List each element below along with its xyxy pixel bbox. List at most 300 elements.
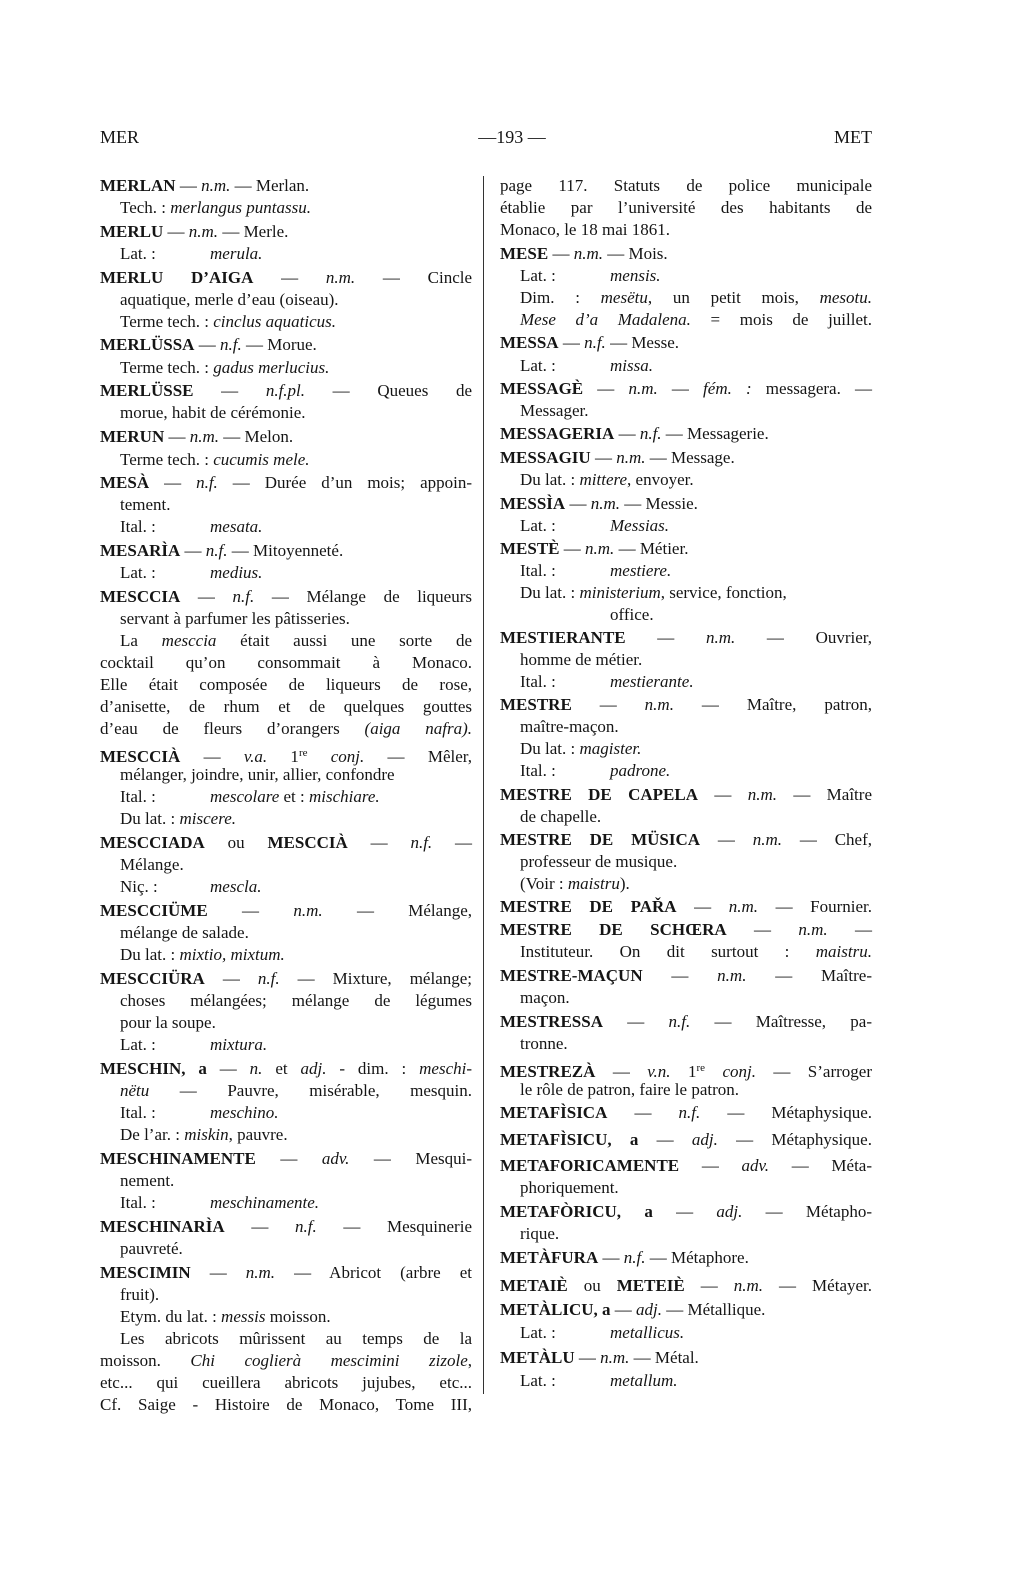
text-run: mensis.	[610, 266, 661, 285]
text-line	[500, 897, 872, 917]
text-run: —	[164, 427, 190, 446]
text-run: n.f.	[219, 335, 242, 354]
text-line	[520, 1080, 739, 1100]
text-run: n.m.	[325, 268, 356, 287]
text-line	[100, 335, 317, 355]
text-run: — Mixture, mélange;	[279, 969, 473, 988]
text-line	[520, 874, 630, 894]
text-run: n.	[249, 1059, 263, 1078]
text-line	[520, 942, 872, 962]
text-run: —	[638, 1130, 692, 1149]
headword: MESCCIÀ	[100, 747, 181, 766]
text-line	[120, 1329, 472, 1349]
text-run: — Morue.	[241, 335, 317, 354]
text-run: Lat. :	[520, 1323, 556, 1342]
headword: MESCCIÀ	[267, 833, 348, 852]
text-run: — Maître, patron,	[673, 695, 872, 714]
text-run: gadus merlucius.	[213, 358, 330, 377]
text-run: adj.	[636, 1300, 662, 1319]
text-run: messagera. —	[751, 379, 873, 398]
text-line	[100, 587, 472, 607]
text-run: —	[684, 1276, 734, 1295]
text-line	[120, 877, 261, 897]
text-run: Ital. :	[520, 761, 556, 780]
text-line	[500, 1276, 872, 1296]
text-line	[120, 945, 285, 965]
text-line	[120, 1171, 174, 1191]
text-run: n.m.	[728, 897, 758, 916]
text-run: n.m.	[188, 222, 219, 241]
headword: MESARÌA	[100, 541, 181, 560]
text-line	[520, 356, 653, 376]
text-run: — Messagerie.	[661, 424, 769, 443]
text-run: n.f.	[257, 969, 280, 988]
text-run: — Mélange de liqueurs	[254, 587, 473, 606]
text-line	[100, 381, 472, 401]
text-run: ou	[204, 833, 268, 852]
text-run: — Métal.	[629, 1348, 699, 1367]
headword: MESCCIADA	[100, 833, 205, 852]
text-run: fém. :	[703, 379, 752, 398]
text-run: Chi coglierà mescimini zizole	[190, 1351, 468, 1370]
text-line	[100, 1395, 472, 1415]
text-run: adj.	[300, 1059, 327, 1078]
text-run: — Abricot (arbre et	[275, 1263, 473, 1282]
text-run: —	[700, 830, 753, 849]
text-line	[520, 717, 619, 737]
text-run: —	[255, 1149, 322, 1168]
text-run: d’anisette, de rhum et de quelques gouttes	[100, 697, 472, 716]
text-line	[500, 920, 872, 940]
text-line	[100, 675, 472, 695]
text-run: —	[583, 379, 629, 398]
text-run: Lat. :	[120, 1035, 156, 1054]
headword: MESCHIN, a	[100, 1059, 207, 1078]
text-run: —	[827, 920, 872, 939]
text-line	[100, 427, 293, 447]
text-run: Lat. :	[520, 1371, 556, 1390]
headword: MESTRE DE CAPELA	[500, 785, 698, 804]
text-run: pour la soupe.	[120, 1013, 216, 1032]
text-line	[500, 1103, 872, 1123]
text-run: mescolare	[210, 787, 280, 806]
text-run: re	[696, 1062, 706, 1074]
text-line	[520, 807, 601, 827]
text-run: re	[298, 747, 308, 759]
text-run: = mois de juillet.	[690, 310, 872, 329]
headword: MESÀ	[100, 473, 150, 492]
text-line	[520, 988, 570, 1008]
headword: MESTREZÀ	[500, 1062, 596, 1081]
text-run: meschinamente.	[210, 1193, 320, 1212]
text-run: —	[193, 381, 266, 400]
text-run: rique.	[520, 1224, 560, 1243]
text-run: mittere	[579, 470, 628, 489]
headword: METAFÌSICU, a	[500, 1130, 639, 1149]
text-line	[100, 268, 472, 288]
text-run: (aiga nafra).	[364, 719, 472, 738]
text-run: mixtura.	[210, 1035, 268, 1054]
text-run: —	[726, 920, 799, 939]
text-run: Terme tech. :	[120, 312, 214, 331]
text-run: Cf. Saige - Histoire de Monaco, Tome III,	[100, 1395, 472, 1414]
text-run: —	[190, 1263, 246, 1282]
text-run: —	[163, 222, 189, 241]
text-run: Terme tech. :	[120, 450, 214, 469]
text-run: Lat. :	[120, 563, 156, 582]
text-run: maistru.	[815, 942, 872, 961]
text-run: adv.	[321, 1149, 350, 1168]
text-run: —	[598, 1248, 624, 1267]
text-run: miscere.	[179, 809, 236, 828]
headword: MESTRE	[500, 695, 572, 714]
text-run: — Maîtresse, pa-	[690, 1012, 872, 1031]
text-run: —	[607, 1103, 679, 1122]
text-run: — Mitoyenneté.	[227, 541, 344, 560]
text-run: le rôle de patron, faire le patron.	[520, 1080, 740, 1099]
text-run: v.n.	[647, 1062, 671, 1081]
text-run: n.f.	[668, 1012, 691, 1031]
text-run: — Métapho-	[742, 1202, 873, 1221]
text-run: Terme tech. :	[120, 358, 214, 377]
text-run: —	[590, 448, 617, 467]
text-run: adj.	[716, 1202, 743, 1221]
text-line	[520, 1323, 684, 1343]
text-run: Elle était composée de liqueurs de rose,	[100, 675, 472, 694]
text-run: —	[642, 966, 718, 985]
text-line	[500, 1130, 872, 1150]
text-line	[120, 1285, 159, 1305]
text-run: — S’arroger	[755, 1062, 872, 1081]
text-run: —	[207, 901, 294, 920]
text-run: , envoyer.	[627, 470, 694, 489]
text-run: metallicus.	[610, 1323, 685, 1342]
text-run: n.m.	[644, 695, 674, 714]
text-run: v.a.	[243, 747, 268, 766]
text-line	[120, 1103, 278, 1123]
headword: MESTÈ	[500, 539, 560, 558]
text-run: professeur de musique.	[520, 852, 678, 871]
headword: MESTRE DE SCHŒRA	[500, 920, 727, 939]
text-run: —	[571, 695, 645, 714]
text-line	[520, 310, 872, 330]
text-run: 1	[267, 747, 299, 766]
text-line	[100, 176, 309, 196]
text-run: —	[558, 333, 585, 352]
text-run: —	[565, 494, 591, 513]
text-run: moisson.	[265, 1307, 331, 1326]
text-run: n.f.	[623, 1248, 646, 1267]
text-run: office.	[610, 605, 654, 624]
text-run: —	[180, 747, 244, 766]
text-run: Lat. :	[120, 244, 156, 263]
text-run: , pauvre.	[228, 1125, 288, 1144]
text-run: tronne.	[520, 1034, 568, 1053]
text-run: n.m.	[717, 966, 747, 985]
text-run: medius.	[210, 563, 263, 582]
text-run: meschino.	[210, 1103, 279, 1122]
text-line	[500, 220, 670, 240]
text-run: - dim. :	[326, 1059, 420, 1078]
text-line	[120, 1193, 319, 1213]
text-run: missa.	[610, 356, 653, 375]
text-run: — Mois.	[602, 244, 668, 263]
text-line	[520, 266, 661, 286]
text-line	[120, 787, 380, 807]
text-run: ,	[467, 1351, 472, 1370]
text-run: n.m.	[201, 176, 231, 195]
text-line	[100, 473, 472, 493]
text-line	[100, 1373, 472, 1393]
text-run: — Métallique.	[662, 1300, 766, 1319]
text-line	[520, 288, 872, 308]
text-line	[100, 833, 472, 853]
text-run: miskin	[184, 1125, 229, 1144]
text-run: Lat. :	[520, 356, 556, 375]
running-head-right: MET	[834, 127, 872, 147]
headword: MESSAGÈ	[500, 379, 584, 398]
text-line	[120, 495, 171, 515]
text-line	[120, 403, 306, 423]
text-line	[120, 609, 350, 629]
text-run: Du lat. :	[520, 470, 580, 489]
text-run: Monaco, le 18 mai 1861.	[500, 220, 670, 239]
text-run: page 117. Statuts de police municipale	[500, 176, 872, 195]
text-run: Du lat. :	[120, 809, 180, 828]
text-run: de chapelle.	[520, 807, 602, 826]
text-run: —	[610, 1300, 637, 1319]
headword: METEIÈ	[616, 1276, 685, 1295]
text-run: homme de métier.	[520, 650, 643, 669]
text-line	[120, 290, 339, 310]
column-divider	[483, 176, 484, 1394]
text-line	[120, 923, 249, 943]
text-run: n.m.	[585, 539, 615, 558]
text-run: n.m.	[747, 785, 777, 804]
text-line	[120, 765, 395, 785]
text-run: — Métier.	[614, 539, 689, 558]
text-run: — Métaphore.	[645, 1248, 749, 1267]
text-run: conj.	[307, 747, 365, 766]
text-line	[520, 672, 694, 692]
text-run: Ital. :	[120, 1193, 156, 1212]
text-run: n.m.	[616, 448, 646, 467]
text-line	[120, 312, 336, 332]
text-run: metallum.	[610, 1371, 678, 1390]
text-run: De l’ar. :	[120, 1125, 185, 1144]
text-run: Tech. :	[120, 198, 171, 217]
text-run: —	[149, 473, 197, 492]
text-line	[500, 176, 872, 196]
text-run: Ital. :	[520, 561, 556, 580]
text-run: padrone.	[610, 761, 671, 780]
text-run: — Mêler,	[364, 747, 472, 766]
text-run: —	[347, 833, 411, 852]
text-run: —	[652, 1202, 717, 1221]
text-line	[500, 830, 872, 850]
headword: METAFÒRICU, a	[500, 1202, 653, 1221]
text-run: —	[614, 424, 640, 443]
headword: MESCCIA	[100, 587, 181, 606]
text-run: Mélange.	[120, 855, 184, 874]
text-run: —	[595, 1062, 648, 1081]
text-run: n.f.	[232, 587, 255, 606]
text-run: Du lat. :	[520, 583, 580, 602]
text-run: n.m.	[245, 1263, 276, 1282]
headword: METÀLICU, a	[500, 1300, 611, 1319]
text-run: —	[224, 1217, 295, 1236]
headword: METAFÌSICA	[500, 1103, 608, 1122]
text-run: servant à parfumer les pâtisseries.	[120, 609, 350, 628]
text-line	[520, 739, 641, 759]
text-run: maçon.	[520, 988, 570, 1007]
text-line	[500, 379, 872, 399]
text-run: mesotu.	[819, 288, 872, 307]
text-run: — Métayer.	[763, 1276, 873, 1295]
headword: MESTRESSA	[500, 1012, 603, 1031]
text-line	[100, 969, 472, 989]
text-line	[120, 1239, 183, 1259]
text-line	[100, 1059, 472, 1079]
text-run: moisson.	[100, 1351, 191, 1370]
running-head-left: MER	[100, 127, 140, 147]
text-run: Lat. :	[520, 266, 556, 285]
text-line	[500, 424, 769, 444]
text-run: n.m.	[705, 628, 736, 647]
headword: MERLU D’AIGA	[100, 268, 254, 287]
text-run: Les abricots mûrissent au temps de la	[120, 1329, 472, 1348]
text-run: —	[194, 335, 220, 354]
text-run: était aussi une sorte de	[216, 631, 472, 650]
text-line	[520, 516, 669, 536]
text-run: — Fournier.	[757, 897, 873, 916]
text-line	[520, 583, 787, 603]
text-run: n.m.	[189, 427, 219, 446]
text-run: établie par l’université des habitants de	[500, 198, 872, 217]
headword: MESSAGERIA	[500, 424, 615, 443]
text-run: ministerium	[579, 583, 661, 602]
headword: METAFORICAMENTE	[500, 1156, 680, 1175]
text-run: fruit).	[120, 1285, 160, 1304]
text-line	[120, 563, 262, 583]
text-run: n.m.	[752, 830, 783, 849]
text-run: et	[262, 1059, 301, 1078]
text-run: —	[602, 1012, 669, 1031]
text-line	[120, 1307, 331, 1327]
headword: METÀFURA	[500, 1248, 599, 1267]
text-line	[500, 448, 735, 468]
text-line	[500, 1012, 872, 1032]
headword: MESE	[500, 244, 549, 263]
text-line	[500, 198, 872, 218]
text-run: Mese d’a Madalena.	[520, 310, 691, 329]
text-line	[120, 517, 262, 537]
text-run: Messager.	[520, 401, 589, 420]
text-run: n.f.	[205, 541, 228, 560]
text-run: Ital. :	[520, 672, 556, 691]
text-line	[100, 901, 472, 921]
text-line	[520, 1371, 678, 1391]
text-line	[120, 244, 262, 264]
text-line	[120, 809, 236, 829]
text-line	[520, 852, 677, 872]
text-line	[100, 541, 343, 561]
headword: MESTRE-MAÇUN	[500, 966, 643, 985]
text-line	[120, 358, 329, 378]
text-run: mélanger, joindre, unir, allier, confondre	[120, 765, 395, 784]
headword: MESTIERANTE	[500, 628, 626, 647]
text-run: mesëtu	[600, 288, 648, 307]
text-line	[520, 1224, 559, 1244]
text-run: — Queues de	[305, 381, 473, 400]
text-run: — Durée d’un mois; appoin-	[217, 473, 473, 492]
headword: MESCHINAMENTE	[100, 1149, 256, 1168]
text-run: Ital. :	[120, 517, 156, 536]
text-run: n.f.	[584, 333, 606, 352]
text-run: mixtio, mixtum.	[179, 945, 285, 964]
headword: MESCCIÜRA	[100, 969, 205, 988]
headword: METAIÈ	[500, 1276, 568, 1295]
text-line	[100, 697, 472, 717]
text-run: —	[698, 785, 748, 804]
text-run: — Métaphysique.	[700, 1103, 872, 1122]
text-line	[500, 1058, 872, 1082]
text-run: n.f.	[639, 424, 662, 443]
text-run: Lat. :	[520, 516, 556, 535]
headword: MERLÜSSE	[100, 381, 194, 400]
headword: MESCHINARÌA	[100, 1217, 225, 1236]
text-run: nement.	[120, 1171, 175, 1190]
text-line	[520, 1034, 568, 1054]
text-line	[520, 650, 642, 670]
text-run: maistru	[567, 874, 620, 893]
headword: MESTRE DE MÜSICA	[500, 830, 701, 849]
text-run: , service, fonction,	[660, 583, 787, 602]
text-run: merlangus puntassu.	[170, 198, 311, 217]
text-line	[120, 1013, 216, 1033]
text-line	[520, 561, 671, 581]
text-run: n.m.	[600, 1348, 630, 1367]
text-line	[500, 494, 698, 514]
text-run: mestierante.	[610, 672, 694, 691]
text-line	[500, 785, 872, 805]
text-line	[100, 719, 472, 739]
text-run: — Méta-	[769, 1156, 872, 1175]
text-line	[100, 653, 472, 673]
text-run: Instituteur. On dit surtout :	[520, 942, 816, 961]
text-line	[520, 761, 670, 781]
text-run: Ital. :	[120, 787, 156, 806]
text-line	[500, 1348, 699, 1368]
text-run: —	[548, 244, 574, 263]
text-run: cocktail qu’on consommait à Monaco.	[100, 653, 472, 672]
text-line	[120, 991, 472, 1011]
text-run: tement.	[120, 495, 171, 514]
text-run: adv.	[741, 1156, 770, 1175]
text-run: — Métaphysique.	[717, 1130, 872, 1149]
text-run: choses mélangées; mélange de légumes	[120, 991, 472, 1010]
text-run: aquatique, merle d’eau (oiseau).	[120, 290, 339, 309]
text-run: Du lat. :	[520, 739, 580, 758]
text-line	[100, 1351, 472, 1371]
headword: MESSA	[500, 333, 559, 352]
text-line	[500, 333, 679, 353]
text-run: —	[253, 268, 326, 287]
text-run: n.m.	[573, 244, 603, 263]
headword: MESTRE DE PAŘA	[500, 897, 677, 916]
text-run: n.f.	[196, 473, 218, 492]
text-run: Messias.	[610, 516, 670, 535]
